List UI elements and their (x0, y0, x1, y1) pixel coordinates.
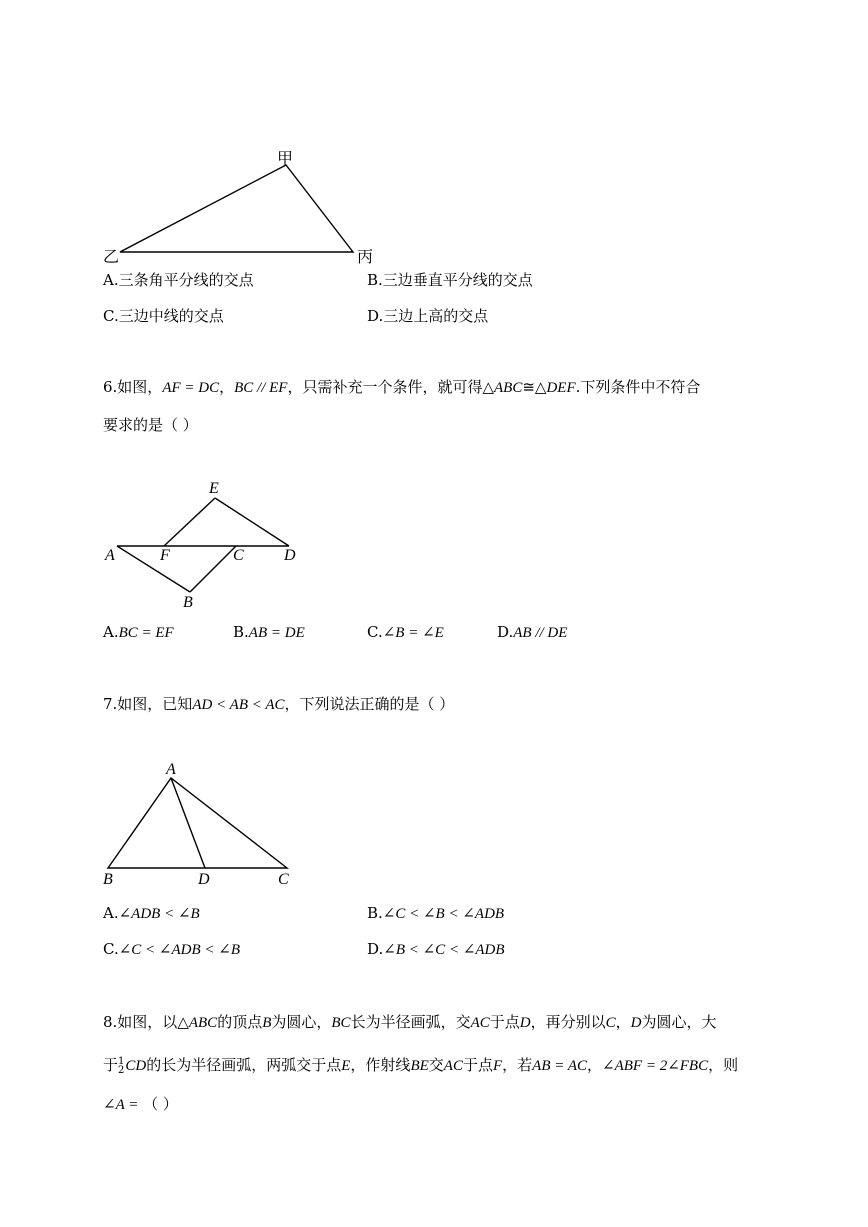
q8-answer-paren: （ ） (143, 1095, 178, 1113)
q6-cond1: AF = DC (162, 380, 220, 396)
q8-text-2d: 交 (428, 1056, 444, 1074)
q8-segment-bc: BC (331, 1015, 351, 1031)
q6-stem-line1 (103, 377, 700, 398)
q8-text-2g: ， (587, 1056, 603, 1074)
q7-option-c[interactable] (103, 939, 240, 960)
q7-figure (100, 760, 300, 880)
q8-fraction-denominator: 2 (118, 1065, 125, 1076)
q7-figure-svg (100, 760, 300, 880)
q7-option-d-expr: ∠B < ∠C < ∠ADB (383, 942, 505, 958)
q8-text-1b: 的顶点 (217, 1013, 263, 1031)
q5-option-b[interactable]: B.三边垂直平分线的交点 (367, 271, 533, 289)
q8-stem-line2 (103, 1055, 738, 1076)
q6-option-d-letter: D. (497, 623, 514, 641)
q6-sep: ， (219, 378, 235, 396)
q8-point-d2: D (630, 1015, 642, 1031)
q8-ray-be: BE (410, 1058, 429, 1074)
q5-option-a[interactable]: A.三条角平分线的交点 (103, 271, 254, 289)
q8-condition-angle: ∠ABF = 2∠FBC (602, 1058, 709, 1074)
q8-text-2e: 于点 (462, 1056, 493, 1074)
q6-label-d: D (284, 547, 296, 564)
q7-option-a[interactable] (103, 903, 200, 924)
q5-label-top: 甲 (277, 151, 294, 168)
q8-text-1d: 长为半径画弧，交 (350, 1013, 471, 1031)
q6-option-a-letter: A. (103, 623, 119, 641)
q6-figure-svg (100, 480, 320, 610)
q6-label-c: C (233, 547, 244, 564)
q7-option-c-expr: ∠C < ∠ADB < ∠B (118, 942, 240, 958)
q7-prefix: 7.如图，已知 (103, 695, 193, 713)
q6-option-c-expr: ∠B = ∠E (382, 625, 444, 641)
q8-fraction-numerator: 1 (118, 1056, 125, 1067)
q7-option-d[interactable] (367, 939, 505, 960)
q5-triangle-figure (100, 140, 390, 270)
q5-label-right: 丙 (357, 249, 374, 266)
q6-tri2: △DEF (534, 380, 576, 396)
q7-label-c: C (278, 871, 289, 888)
q7-option-c-letter: C. (103, 940, 119, 958)
q6-option-c[interactable] (367, 622, 444, 643)
q8-point-c: C (605, 1015, 616, 1031)
q6-label-a: A (105, 547, 115, 564)
q7-option-d-letter: D. (367, 940, 384, 958)
q8-text-1c: 为圆心， (271, 1013, 332, 1031)
q7-label-b: B (103, 871, 113, 888)
q6-option-d-expr: AB // DE (513, 625, 568, 641)
q8-point-d: D (519, 1015, 531, 1031)
q8-segment-ac: AC (470, 1015, 490, 1031)
q6-congruent-symbol: ≅ (522, 378, 535, 396)
q6-tri1: △ABC (482, 380, 523, 396)
q7-suffix: ，下列说法正确的是（ ） (284, 695, 455, 713)
q6-figure (100, 480, 320, 610)
q8-text-2h: ，则 (708, 1056, 739, 1074)
q5-option-d[interactable]: D.三边上高的交点 (367, 307, 489, 325)
q8-text-1g: ， (615, 1013, 631, 1031)
q6-cond2: BC // EF (234, 380, 288, 396)
q6-suffix: .下列条件中不符合 (575, 378, 701, 396)
q8-text-1f: ，再分别以 (530, 1013, 606, 1031)
q7-option-b-letter: B. (367, 904, 383, 922)
q8-segment-ac2: AC (443, 1058, 463, 1074)
q6-label-b: B (183, 594, 193, 611)
q7-option-a-expr: ∠ADB < ∠B (118, 906, 200, 922)
q8-stem-line3 (103, 1094, 178, 1115)
q5-label-left: 乙 (103, 249, 120, 266)
q8-text-1h: 为圆心，大 (641, 1013, 717, 1031)
q6-option-b-letter: B. (233, 623, 249, 641)
q7-stem (103, 694, 454, 715)
q8-angle-a: ∠A = (103, 1097, 139, 1113)
q8-text-2a: 于 (103, 1056, 119, 1074)
q7-expr: AD < AB < AC (192, 697, 285, 713)
q8-text-1e: 于点 (489, 1013, 520, 1031)
q8-point-b: B (262, 1015, 272, 1031)
q6-option-c-letter: C. (367, 623, 383, 641)
q6-option-b-expr: AB = DE (248, 625, 305, 641)
q8-point-f: F (492, 1058, 503, 1074)
q6-option-a-expr: BC = EF (118, 625, 174, 641)
q8-segment-cd: CD (125, 1058, 147, 1074)
q6-label-e: E (209, 480, 219, 497)
q5-triangle-svg (100, 140, 390, 270)
q7-option-a-letter: A. (103, 904, 119, 922)
q7-label-a: A (166, 761, 176, 778)
q8-text-2c: ，作射线 (350, 1056, 411, 1074)
q8-point-e: E (341, 1058, 351, 1074)
q6-label-f: F (160, 547, 170, 564)
q8-fraction-half (118, 1057, 124, 1075)
q7-option-b[interactable] (367, 903, 504, 924)
q8-text-2b: 的长为半径画弧，两弧交于点 (146, 1056, 342, 1074)
q8-triangle: △ABC (177, 1015, 218, 1031)
q7-label-d: D (198, 871, 210, 888)
q8-text-1a: 8.如图，以 (103, 1013, 178, 1031)
q6-option-b[interactable] (233, 622, 305, 643)
q6-prefix: 6.如图， (103, 378, 163, 396)
q5-option-c[interactable]: C.三边中线的交点 (103, 307, 224, 325)
q8-text-2f: ，若 (502, 1056, 533, 1074)
q6-stem-line2: 要求的是（ ） (103, 416, 198, 434)
q7-option-b-expr: ∠C < ∠B < ∠ADB (382, 906, 505, 922)
q8-stem-line1 (103, 1012, 717, 1033)
q6-middle: ，只需补充一个条件，就可得 (287, 378, 483, 396)
q8-condition-ab-ac: AB = AC (532, 1058, 587, 1074)
q6-option-d[interactable] (497, 622, 567, 643)
q6-option-a[interactable] (103, 622, 174, 643)
